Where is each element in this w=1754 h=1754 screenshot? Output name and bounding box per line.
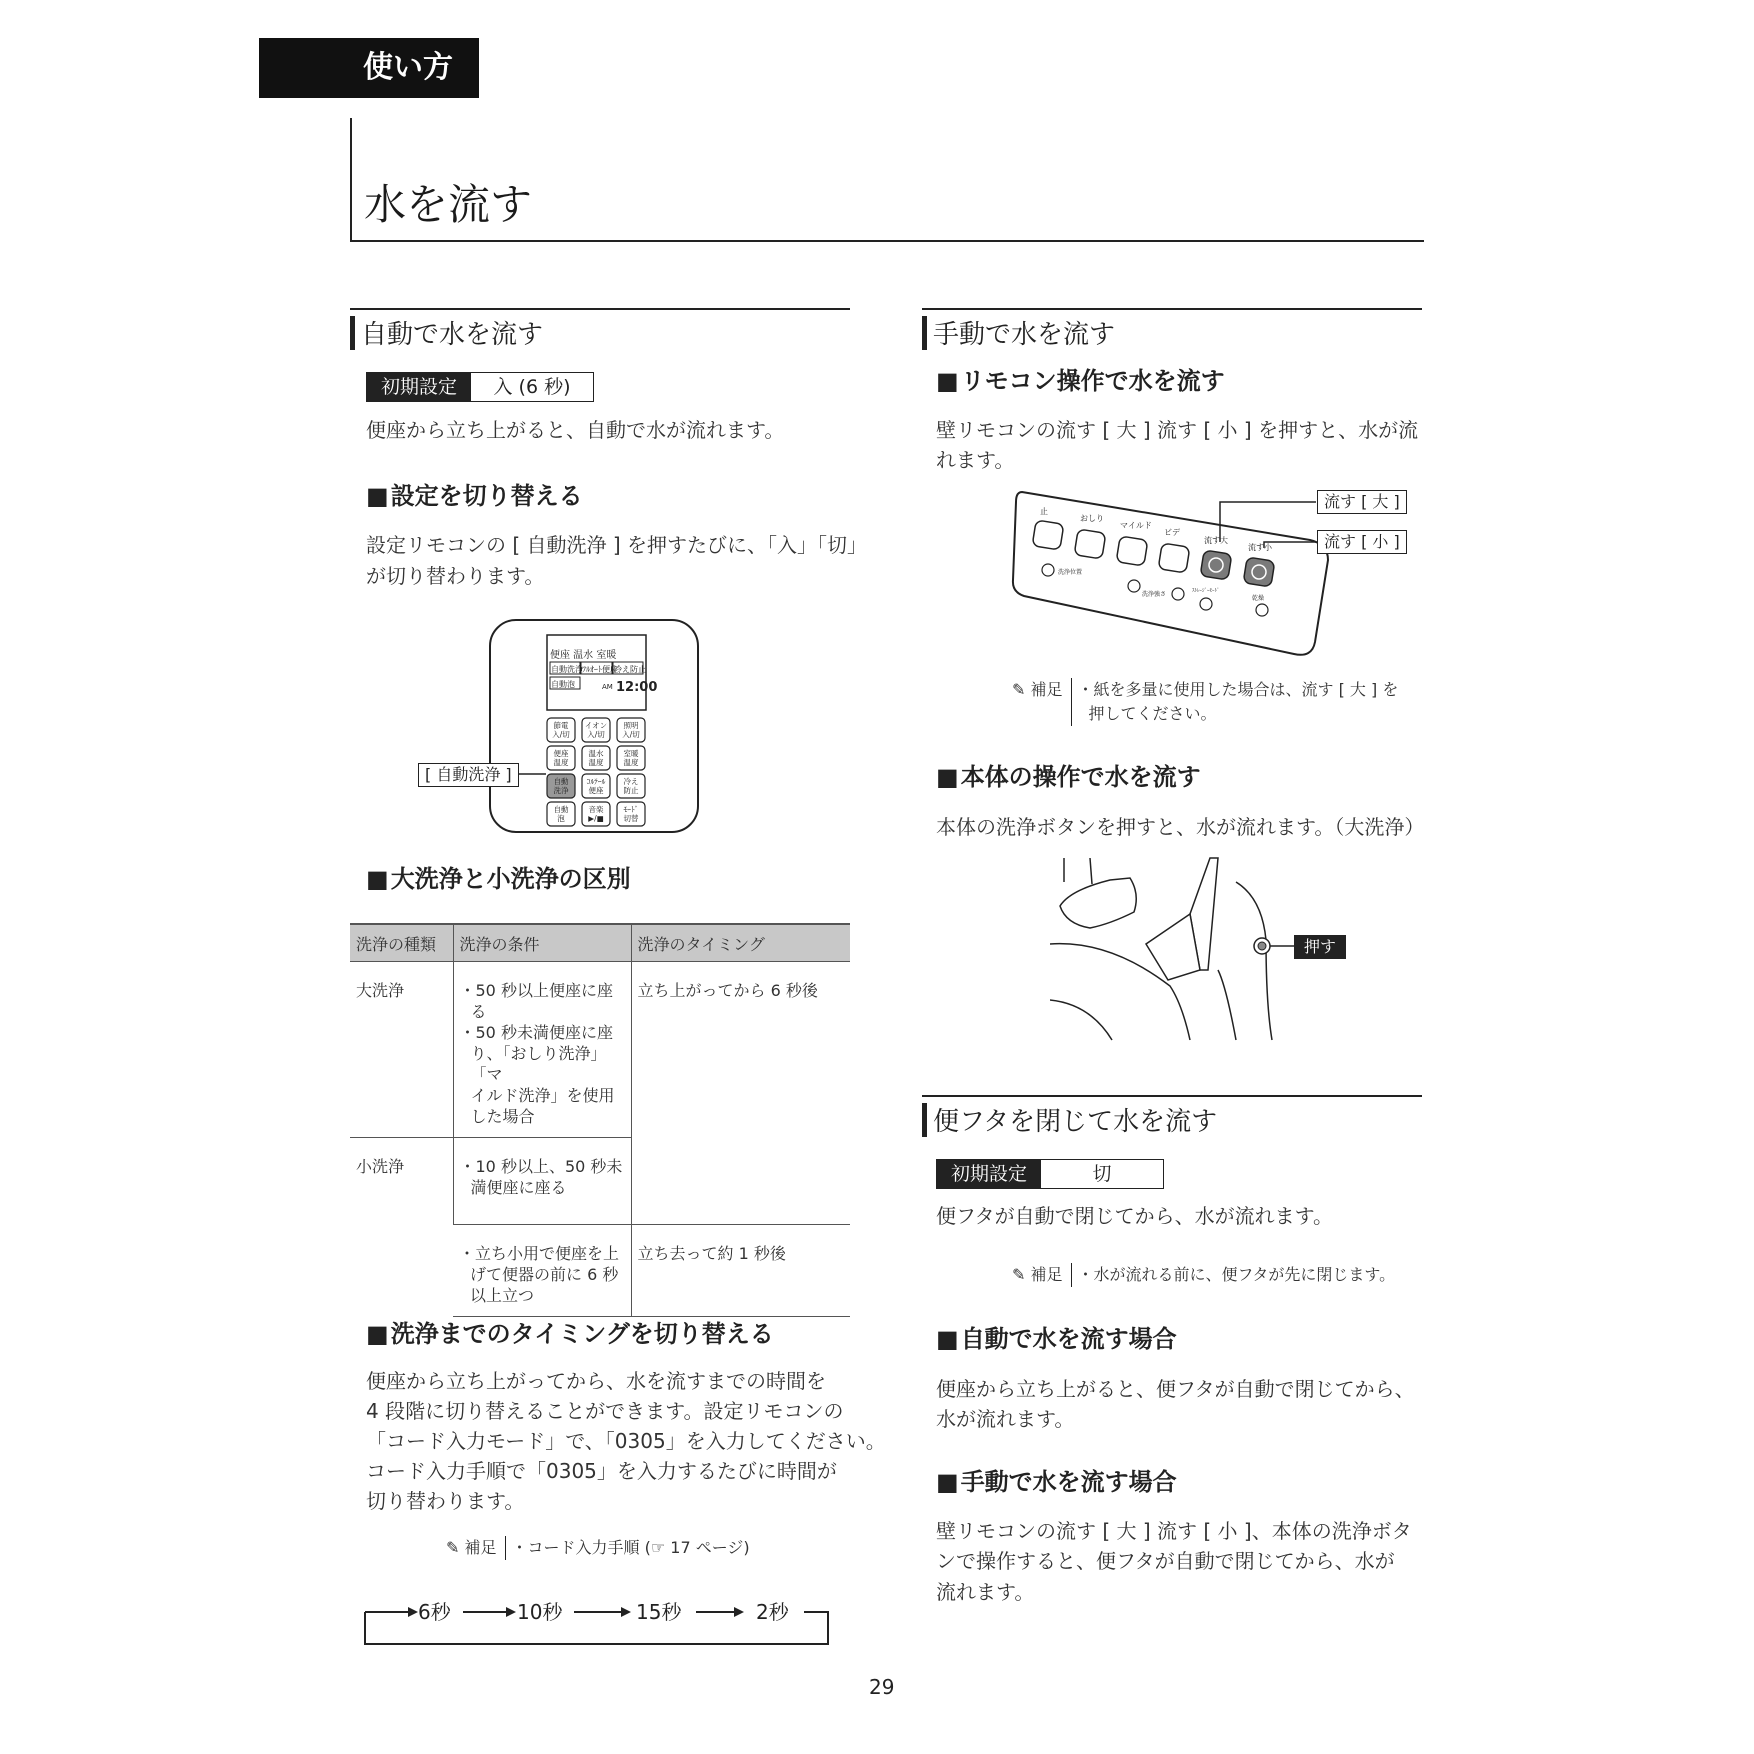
- auto-flush-heading: 自動で水を流す: [350, 308, 850, 352]
- body-op-desc: 本体の洗浄ボタンを押すと、水が流れます。（大洗浄）: [936, 815, 1425, 839]
- small-label: 小洗浄: [356, 1157, 405, 1176]
- timing-line-5: 切り替わります。: [366, 1489, 525, 1513]
- big-label: 大洗浄: [350, 962, 453, 1138]
- page-title: 水を流す: [364, 180, 533, 229]
- pencil-icon: ✎ 補足: [1012, 1265, 1063, 1284]
- remote-key-label: 節電: [553, 721, 569, 730]
- remote-key-label: 便座: [588, 786, 604, 795]
- lid-note: [1012, 1263, 1395, 1287]
- remote-key-label: ▶/■: [588, 814, 604, 823]
- timing-note-text: ・コード入力手順 (☞ 17 ページ): [511, 1538, 750, 1557]
- display-fullauto: ﾌﾙｵｰﾄ便座: [582, 665, 618, 674]
- remote-key-label: 自動: [553, 805, 569, 814]
- setting-label: 初期設定: [937, 1160, 1041, 1188]
- manual-flush-heading: 手動で水を流す: [922, 308, 1422, 352]
- lid-manual-line-3: 流れます。: [936, 1580, 1035, 1604]
- remote-key-label: 防止: [623, 786, 639, 795]
- remote-key-label: 洗浄: [553, 786, 569, 795]
- remote-op-heading: ■ リモコン操作で水を流す: [936, 364, 1225, 398]
- lid-manual-line-1: 壁リモコンの流す [ 大 ] 流す [ 小 ]、本体の洗浄ボタ: [936, 1519, 1412, 1543]
- panel-label-small: 流す小: [1248, 543, 1272, 552]
- display-auto-foam: 自動泡: [551, 680, 575, 689]
- remote-key-label: ｺﾙﾃｰﾙ: [586, 777, 606, 786]
- section-tab-label: 使い方: [363, 50, 453, 85]
- panel-sub-storage: ｽﾄﾚｰｼﾞｰﾓｰﾄﾞ: [1192, 588, 1220, 594]
- lid-desc: 便フタが自動で閉じてから、水が流れます。: [936, 1204, 1333, 1228]
- timing-line-4: コード入力手順で「0305」を入力するたびに時間が: [366, 1459, 837, 1483]
- setting-value: 切: [1092, 1163, 1112, 1185]
- switch-heading: ■ 設定を切り替える: [366, 479, 583, 513]
- display-row1: 便座 温水 室暖: [550, 650, 617, 661]
- panel-label-big: 流す大: [1204, 536, 1228, 545]
- pencil-icon: ✎ 補足: [1012, 680, 1063, 699]
- panel-label-mild: マイルド: [1120, 521, 1152, 530]
- lid-initial-setting: [936, 1159, 1164, 1189]
- small-condition-2: ・立ち小用で便座を上 げて便器の前に 6 秒 以上立つ: [453, 1225, 631, 1317]
- wall-remote-illustration: [1010, 486, 1340, 666]
- lid-auto-line-2: 水が流れます。: [936, 1407, 1075, 1431]
- panel-sub-strength: 洗浄強さ: [1142, 591, 1167, 598]
- auto-wash-key-callout: [ 自動洗浄 ]: [418, 763, 519, 787]
- th-timing: 洗浄のタイミング: [631, 924, 850, 962]
- remote-op-line-1: 壁リモコンの流す [ 大 ] 流す [ 小 ] を押すと、水が流: [936, 418, 1419, 442]
- lid-flush-heading: 便フタを閉じて水を流す: [922, 1095, 1422, 1139]
- section-tab: [259, 38, 479, 98]
- display-clock: 12:00: [616, 680, 658, 695]
- remote-key-label: イオン: [584, 721, 608, 730]
- big-timing: 立ち上がってから 6 秒後: [631, 962, 850, 1225]
- setting-remote-illustration: [416, 618, 706, 836]
- remote-key-label: 冷え: [623, 777, 639, 786]
- pencil-icon: ✎ 補足: [446, 1538, 497, 1557]
- display-am: AM: [602, 683, 613, 691]
- timing-note: [446, 1536, 750, 1560]
- cycle-step-3: 15秒: [636, 1600, 682, 1624]
- remote-key-label: 照明: [623, 721, 639, 730]
- big-small-heading: ■ 大洗浄と小洗浄の区別: [366, 862, 631, 896]
- small-timing: 立ち去って約 1 秒後: [631, 1225, 850, 1317]
- remote-key-label: 室暖: [623, 749, 639, 758]
- panel-sub-dry: 乾燥: [1252, 595, 1265, 602]
- remote-key-label: 入/切: [622, 730, 640, 739]
- remote-key-label: 入/切: [587, 730, 605, 739]
- remote-key-label: ﾓｰﾄﾞ: [623, 805, 639, 814]
- display-cold-prevent: 冷え防止: [614, 665, 646, 674]
- display-auto-wash: 自動洗浄: [551, 665, 583, 674]
- table-header-row: [350, 924, 850, 962]
- panel-label-stop: 止: [1040, 507, 1048, 516]
- flush-big-callout: 流す [ 大 ]: [1317, 490, 1407, 514]
- lid-manual-line-2: ンで操作すると、便フタが自動で閉じてから、水が: [936, 1549, 1395, 1573]
- paper-note-text: ・紙を多量に使用した場合は、流す [ 大 ] を 押してください。: [1077, 680, 1399, 723]
- paper-note: [1012, 678, 1398, 726]
- switch-desc-1: 設定リモコンの [ 自動洗浄 ] を押すたびに、「入」「切」: [366, 533, 868, 557]
- panel-sub-position: 洗浄位置: [1058, 569, 1083, 576]
- lid-auto-heading: ■ 自動で水を流す場合: [936, 1322, 1177, 1356]
- cycle-step-4: 2秒: [756, 1600, 789, 1624]
- panel-label-bidet: ビデ: [1164, 528, 1180, 537]
- remote-key-label: 入/切: [552, 730, 570, 739]
- remote-key-label: 便座: [553, 749, 569, 758]
- big-conditions: ・50 秒以上便座に座 る ・50 秒未満便座に座 り、「おしり洗浄」「マ イルド洗浄」を使用 した場合: [453, 962, 631, 1138]
- remote-key-label: 切替: [623, 814, 639, 823]
- remote-op-line-2: れます。: [936, 448, 1015, 472]
- remote-key-label: 温度: [588, 758, 604, 767]
- auto-flush-desc: 便座から立ち上がると、自動で水が流れます。: [366, 418, 785, 442]
- cycle-step-2: 10秒: [517, 1600, 563, 1624]
- remote-key-label: 温水: [588, 749, 604, 758]
- small-condition-1: ・10 秒以上、50 秒未 満便座に座る: [453, 1138, 631, 1225]
- table-row: [350, 962, 850, 1138]
- cycle-step-1: 6秒: [418, 1600, 451, 1624]
- switch-desc-2: が切り替わります。: [366, 564, 545, 588]
- page-number: 29: [869, 1675, 895, 1699]
- flush-type-table: [350, 923, 850, 1317]
- timing-line-1: 便座から立ち上がってから、水を流すまでの時間を: [366, 1369, 826, 1393]
- push-callout: 押す: [1294, 935, 1346, 959]
- flush-small-callout: 流す [ 小 ]: [1317, 530, 1407, 554]
- body-op-heading: ■ 本体の操作で水を流す: [936, 760, 1201, 794]
- remote-key-label: 自動: [553, 777, 569, 786]
- setting-value: 入 (6 秒): [493, 376, 571, 398]
- timing-heading: ■ 洗浄までのタイミングを切り替える: [366, 1317, 774, 1351]
- th-type: 洗浄の種類: [350, 924, 453, 962]
- th-condition: 洗浄の条件: [453, 924, 631, 962]
- auto-initial-setting: [366, 372, 594, 402]
- remote-key-label: 温度: [623, 758, 639, 767]
- setting-label: 初期設定: [367, 373, 471, 401]
- lid-manual-heading: ■ 手動で水を流す場合: [936, 1465, 1177, 1499]
- lid-note-text: ・水が流れる前に、便フタが先に閉じます。: [1077, 1265, 1396, 1284]
- remote-key-label: 泡: [557, 814, 565, 823]
- panel-label-oshiri: おしり: [1080, 514, 1104, 523]
- timing-line-3: 「コード入力モード」で、「0305」を入力してください。: [366, 1429, 886, 1453]
- remote-key-label: 音楽: [588, 805, 604, 814]
- lid-auto-line-1: 便座から立ち上がると、便フタが自動で閉じてから、: [936, 1377, 1415, 1401]
- timing-line-2: 4 段階に切り替えることができます。設定リモコンの: [366, 1399, 844, 1423]
- remote-key-label: 温度: [553, 758, 569, 767]
